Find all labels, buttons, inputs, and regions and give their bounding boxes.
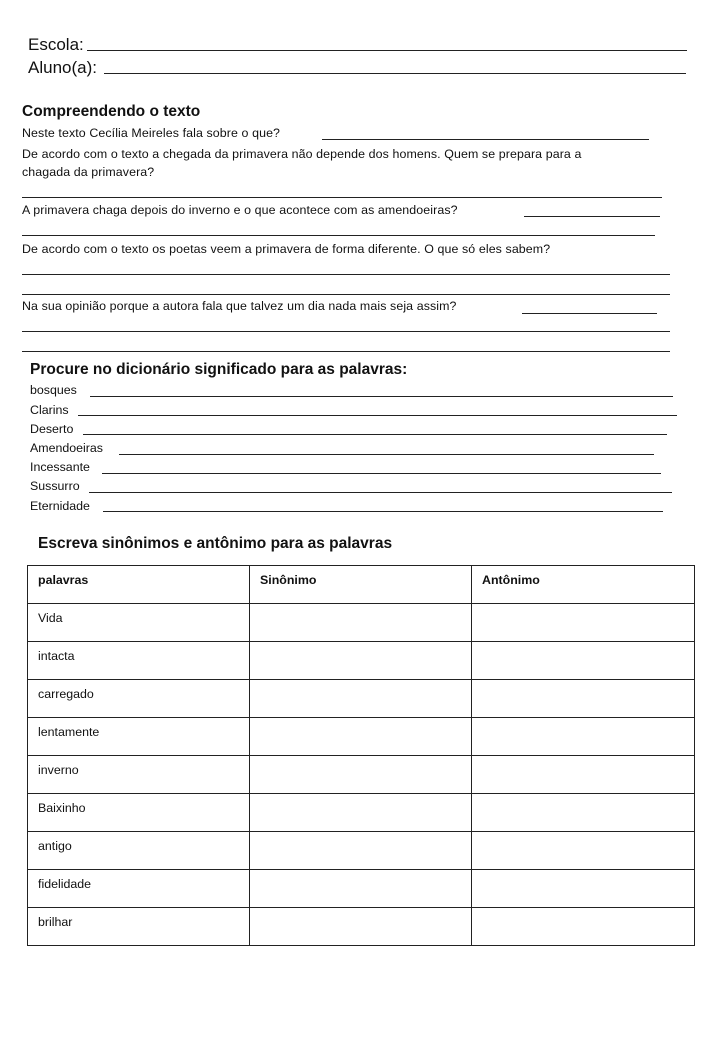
answer-line-2[interactable]: [22, 197, 662, 198]
antonym-cell[interactable]: [472, 604, 695, 642]
aluno-label: Aluno(a):: [28, 58, 97, 77]
answer-line-5b[interactable]: [22, 331, 670, 332]
word-cell: Baixinho: [28, 794, 250, 832]
word-cell: inverno: [28, 756, 250, 794]
vocab-word-incessante: Incessante: [30, 460, 90, 474]
antonym-cell[interactable]: [472, 718, 695, 756]
vocab-word-deserto: Deserto: [30, 422, 74, 436]
antonym-cell[interactable]: [472, 832, 695, 870]
escola-label: Escola:: [28, 35, 84, 54]
header-antonimo: Antônimo: [472, 566, 695, 604]
vocab-line-deserto[interactable]: [83, 434, 667, 435]
answer-line-5a[interactable]: [522, 313, 657, 314]
vocab-word-eternidade: Eternidade: [30, 499, 90, 513]
table-row: [28, 756, 695, 794]
vocab-word-clarins: Clarins: [30, 403, 69, 417]
table-row: [28, 718, 695, 756]
vocab-line-incessante[interactable]: [102, 473, 661, 474]
table-row: [28, 870, 695, 908]
answer-line-3b[interactable]: [22, 235, 655, 236]
comprehension-title: Compreendendo o texto: [22, 103, 201, 120]
vocab-word-sussurro: Sussurro: [30, 479, 80, 493]
answer-line-1[interactable]: [322, 139, 649, 140]
word-cell: antigo: [28, 832, 250, 870]
vocab-word-bosques: bosques: [30, 383, 77, 397]
word-cell: Vida: [28, 604, 250, 642]
header-palavras: palavras: [28, 566, 250, 604]
word-cell: brilhar: [28, 908, 250, 946]
synonyms-title: Escreva sinônimos e antônimo para as palavras: [38, 535, 393, 552]
vocab-line-amendoeiras[interactable]: [119, 454, 654, 455]
table-row: [28, 832, 695, 870]
vocab-line-sussurro[interactable]: [89, 492, 672, 493]
synonym-cell[interactable]: [250, 604, 472, 642]
question-2-line2: chagada da primavera?: [22, 165, 155, 179]
antonym-cell[interactable]: [472, 680, 695, 718]
synonym-cell[interactable]: [250, 642, 472, 680]
table-row: [28, 642, 695, 680]
vocab-line-clarins[interactable]: [78, 415, 677, 416]
vocab-line-bosques[interactable]: [90, 396, 673, 397]
synonyms-table: [27, 565, 695, 946]
table-row: [28, 794, 695, 832]
synonym-cell[interactable]: [250, 908, 472, 946]
header-sinonimo: Sinônimo: [250, 566, 472, 604]
table-row: [28, 680, 695, 718]
question-1: Neste texto Cecília Meireles fala sobre o que?: [22, 126, 281, 140]
table-row: [28, 908, 695, 946]
answer-line-4a[interactable]: [22, 274, 670, 275]
answer-line-4b[interactable]: [22, 294, 670, 295]
aluno-input-line[interactable]: [104, 73, 686, 74]
answer-line-3a[interactable]: [524, 216, 660, 217]
synonym-cell[interactable]: [250, 756, 472, 794]
vocab-line-eternidade[interactable]: [103, 511, 663, 512]
antonym-cell[interactable]: [472, 908, 695, 946]
word-cell: lentamente: [28, 718, 250, 756]
dictionary-title: Procure no dicionário significado para as palavras:: [30, 361, 408, 378]
word-cell: fidelidade: [28, 870, 250, 908]
antonym-cell[interactable]: [472, 642, 695, 680]
question-3: A primavera chaga depois do inverno e o que acontece com as amendoeiras?: [22, 203, 458, 217]
synonym-cell[interactable]: [250, 832, 472, 870]
synonym-cell[interactable]: [250, 794, 472, 832]
word-cell: intacta: [28, 642, 250, 680]
synonym-cell[interactable]: [250, 870, 472, 908]
vocab-word-amendoeiras: Amendoeiras: [30, 441, 104, 455]
antonym-cell[interactable]: [472, 794, 695, 832]
escola-input-line[interactable]: [87, 50, 687, 51]
question-2-line1: De acordo com o texto a chegada da primavera não depende dos homens. Quem se prepara para a: [22, 147, 582, 161]
synonym-cell[interactable]: [250, 718, 472, 756]
question-4: De acordo com o texto os poetas veem a primavera de forma diferente. O que só eles sabem?: [22, 242, 551, 256]
table-row: [28, 604, 695, 642]
antonym-cell[interactable]: [472, 756, 695, 794]
word-cell: carregado: [28, 680, 250, 718]
synonym-cell[interactable]: [250, 680, 472, 718]
answer-line-5c[interactable]: [22, 351, 670, 352]
table-header-row: [28, 566, 695, 604]
question-5: Na sua opinião porque a autora fala que talvez um dia nada mais seja assim?: [22, 299, 457, 313]
antonym-cell[interactable]: [472, 870, 695, 908]
